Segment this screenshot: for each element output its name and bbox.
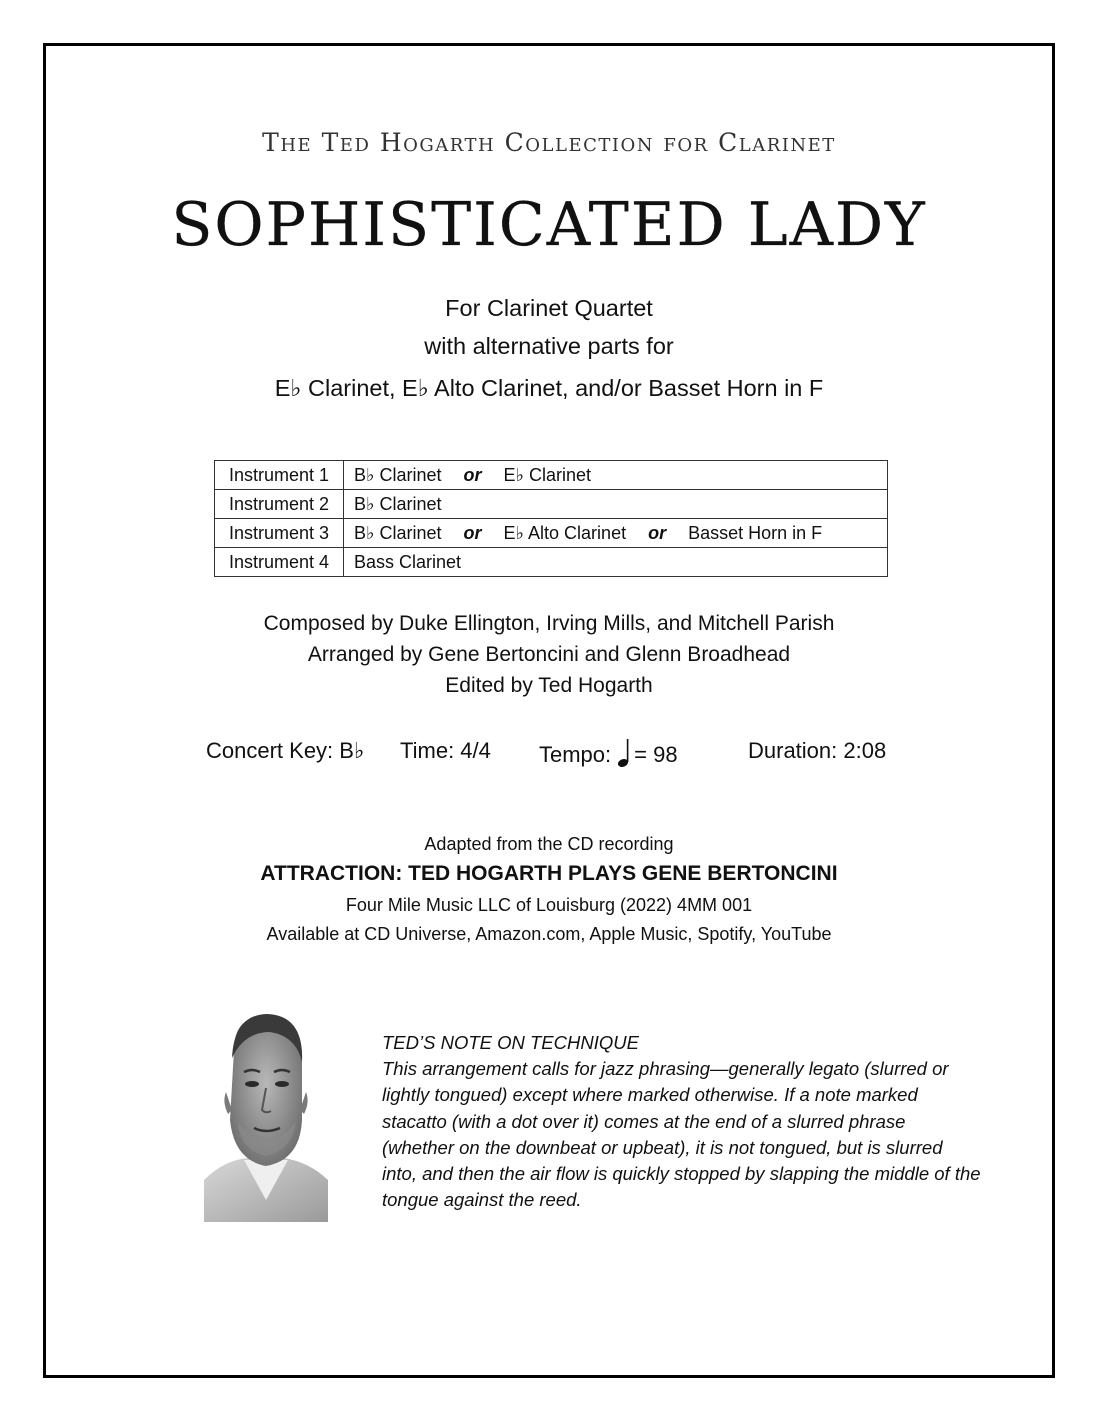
technique-note-body: This arrangement calls for jazz phrasing—generally legato (slurred or lightly tongued) except where marked otherwise. If a note marked stacatto (with a dot over it) comes at the end of a slurred phrase (whether on the downbeat or upbeat), it is not tongued, but is slurred into, and then the air flow is quickly stopped by slapping the middle of the tongue against the reed. xyxy=(382,1058,981,1211)
table-row xyxy=(215,548,888,577)
availability: Available at CD Universe, Amazon.com, Apple Music, Spotify, YouTube xyxy=(266,924,832,944)
part-name: E♭ Alto Clarinet xyxy=(503,522,627,543)
tempo-value: = 98 xyxy=(634,741,678,767)
series-title: The Ted Hogarth Collection for Clarinet xyxy=(262,128,836,157)
table-row xyxy=(215,519,888,548)
or-separator: or xyxy=(463,464,482,485)
composed-by: Composed by Duke Ellington, Irving Mills, and Mitchell Parish xyxy=(263,612,835,635)
technique-note xyxy=(382,1030,982,1213)
part-name: B♭ Clarinet xyxy=(354,522,442,543)
instrument-label: Instrument 1 xyxy=(215,461,344,490)
table-row xyxy=(215,461,888,490)
instrument-parts xyxy=(344,461,888,490)
instrument-table xyxy=(214,460,888,577)
portrait-photo xyxy=(204,1010,328,1222)
subtitle-line-1: For Clarinet Quartet xyxy=(445,295,653,321)
instrument-parts xyxy=(344,519,888,548)
part-name: E♭ Clarinet xyxy=(503,464,592,485)
quarter-note-icon xyxy=(617,738,631,774)
part-name: Bass Clarinet xyxy=(354,551,462,572)
duration: Duration: 2:08 xyxy=(748,738,887,763)
part-name: B♭ Clarinet xyxy=(354,464,442,485)
tempo xyxy=(539,738,678,774)
technique-note-heading: TED’S NOTE ON TECHNIQUE xyxy=(382,1032,639,1053)
table-row xyxy=(215,490,888,519)
instrument-parts xyxy=(344,490,888,519)
tempo-label: Tempo: xyxy=(539,741,612,767)
arranged-by: Arranged by Gene Bertoncini and Glenn Broadhead xyxy=(307,643,791,666)
edited-by: Edited by Ted Hogarth xyxy=(445,674,653,697)
instrument-label: Instrument 2 xyxy=(215,490,344,519)
instrument-label: Instrument 4 xyxy=(215,548,344,577)
instrument-label: Instrument 3 xyxy=(215,519,344,548)
source-adapted: Adapted from the CD recording xyxy=(424,834,674,854)
record-label: Four Mile Music LLC of Louisburg (2022) 4MM 001 xyxy=(345,895,753,915)
or-separator: or xyxy=(463,522,482,543)
part-name: Basset Horn in F xyxy=(688,522,823,543)
or-separator: or xyxy=(648,522,667,543)
subtitle-line-2: with alternative parts for xyxy=(424,333,674,359)
album-title: ATTRACTION: TED HOGARTH PLAYS GENE BERTONCINI xyxy=(260,862,838,885)
time-signature: Time: 4/4 xyxy=(400,738,491,763)
part-name: B♭ Clarinet xyxy=(354,493,442,514)
piece-title: SOPHISTICATED LADY xyxy=(171,190,927,260)
subtitle-line-3: E♭ Clarinet, E♭ Alto Clarinet, and/or Basset Horn in F xyxy=(274,375,824,401)
instrument-parts xyxy=(344,548,888,577)
concert-key: Concert Key: B♭ xyxy=(206,738,365,763)
